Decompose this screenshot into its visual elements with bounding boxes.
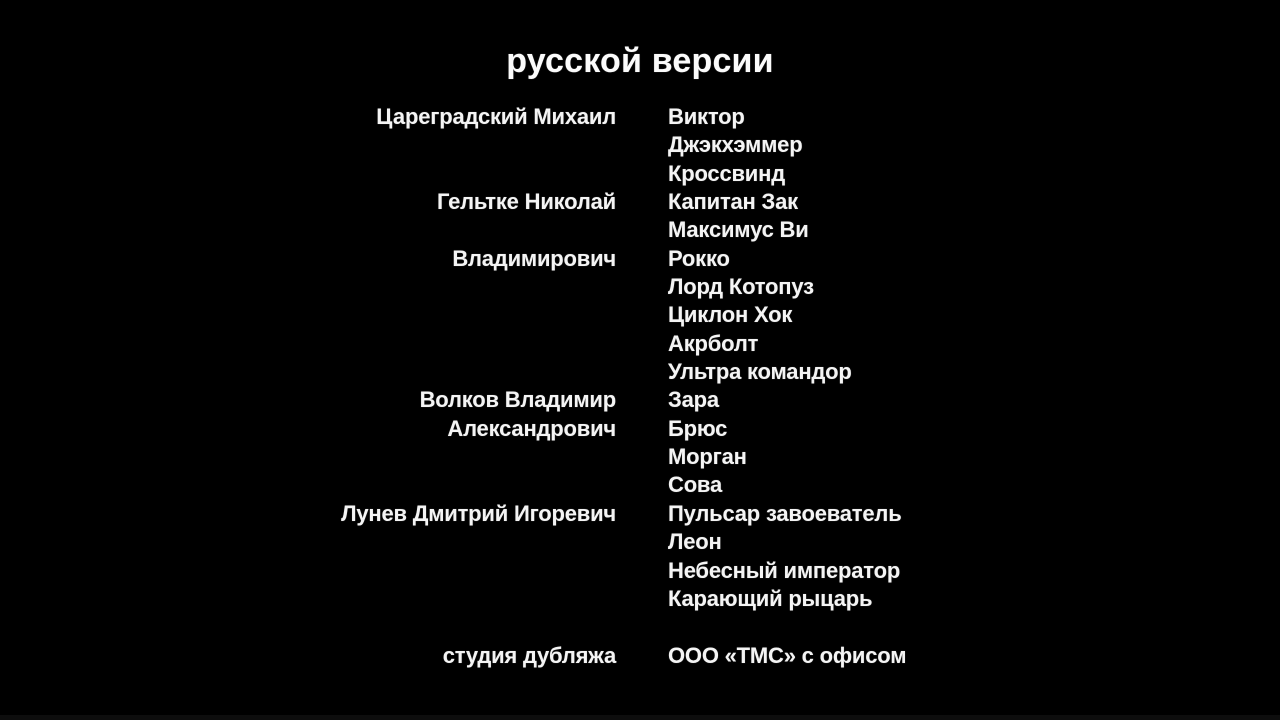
- actor-name: Лунев Дмитрий Игоревич: [341, 500, 616, 526]
- character-name: Акрболт: [668, 330, 759, 356]
- actor-name: Александрович: [447, 415, 616, 441]
- credits-row: [0, 273, 1280, 301]
- character-name: Зара: [668, 387, 719, 413]
- credits-row: [0, 415, 1280, 443]
- bottom-edge-strip: [0, 715, 1280, 720]
- credits-row: [0, 471, 1280, 499]
- character-name: Морган: [668, 444, 747, 470]
- credits-row: [0, 443, 1280, 471]
- character-name: Джэкхэммер: [668, 132, 803, 158]
- character-name: Рокко: [668, 245, 730, 271]
- credits-row: [0, 160, 1280, 188]
- character-name: Брюс: [668, 415, 728, 441]
- credits-row: [0, 103, 1280, 131]
- actor-name: Волков Владимир: [419, 387, 616, 413]
- credits-row: [0, 500, 1280, 528]
- credits-title: русской версии: [506, 42, 774, 80]
- studio-name: ООО «ТМС» с офисом: [668, 642, 907, 668]
- credits-row: [0, 301, 1280, 329]
- studio-label: студия дубляжа: [442, 642, 616, 668]
- credits-row: [0, 330, 1280, 358]
- actor-name: Владимирович: [452, 245, 616, 271]
- character-name: Карающий рыцарь: [668, 585, 873, 611]
- character-name: Лорд Котопуз: [668, 274, 814, 300]
- credits-row: [0, 585, 1280, 613]
- credits-row: [0, 386, 1280, 414]
- credits-row: [0, 131, 1280, 159]
- character-name: Максимус Ви: [668, 217, 809, 243]
- character-name: Пульсар завоеватель: [668, 500, 902, 526]
- character-name: Леон: [668, 529, 722, 555]
- actor-name: Гельтке Николай: [436, 189, 616, 215]
- character-name: Циклон Хок: [668, 302, 793, 328]
- character-name: Кроссвинд: [668, 160, 785, 186]
- character-name: Сова: [668, 472, 722, 498]
- character-name: Небесный император: [668, 557, 901, 583]
- credits-row: [0, 216, 1280, 244]
- credits-row: [0, 358, 1280, 386]
- credits-row: [0, 557, 1280, 585]
- character-name: Капитан Зак: [668, 189, 798, 215]
- character-name: Виктор: [668, 104, 745, 129]
- credits-footer-row: [0, 642, 1280, 670]
- credits-row: [0, 188, 1280, 216]
- credits-row: [0, 528, 1280, 556]
- credits-table: [0, 103, 1280, 670]
- character-name: Ультра командор: [668, 359, 852, 385]
- actor-name: Цареградский Михаил: [376, 104, 616, 129]
- credits-row: [0, 245, 1280, 273]
